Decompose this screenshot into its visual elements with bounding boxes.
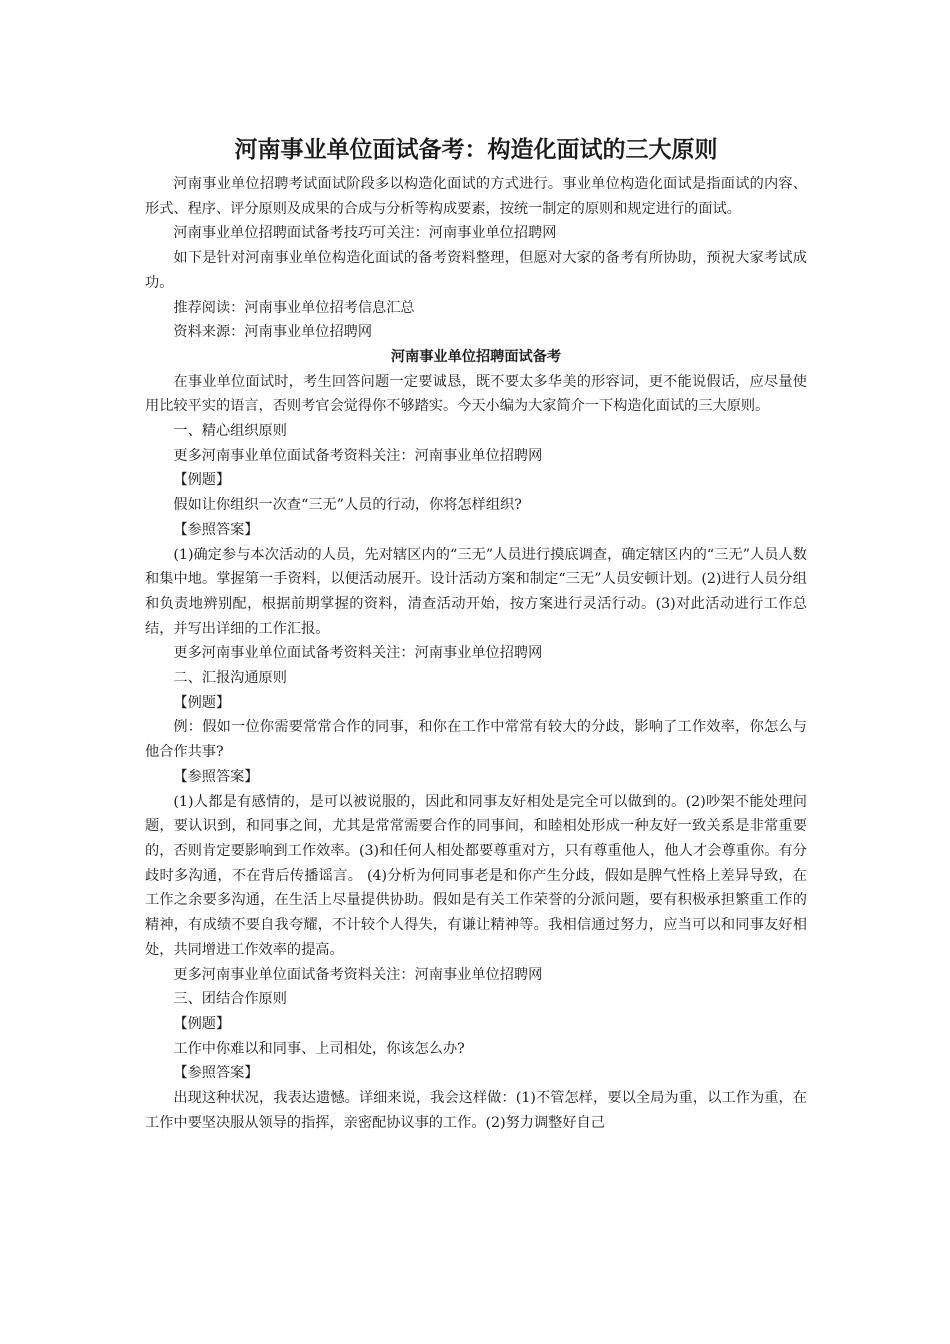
example-label: 【例题】: [173, 694, 231, 711]
answer-label: 【参照答案】: [173, 1065, 259, 1082]
document-title: 河南事业单位面试备考：构造化面试的三大原则: [234, 137, 718, 163]
paragraph: 更多河南事业单位面试备考资料关注：河南事业单位招聘网: [173, 966, 543, 983]
paragraph: 假如让你组织一次查“三无”人员的行动，你将怎样组织?: [173, 497, 522, 514]
section-heading: 三、团结合作原则: [173, 991, 287, 1008]
answer-label: 【参照答案】: [173, 521, 259, 538]
paragraph: (1)人都是有感情的，是可以被说服的，因此和同事友好相处是完全可以做到的。(2)吵架不能处理问题，要认识到，和同事之间，尤其是常常需要合作的同事间，和睦相处形成一种友好一致关系是非常重要的，否则肯定要影响到工作效率。(3)和任何人相处都要尊重对方，只有尊重他人，他人才会尊重你。有分歧时多沟通，不在背后传播谣言。 (4)分析为何同事老是和你产生分歧，假如是脾气性格上差异导致，在工作之余要多沟通，在生活上尽量提供协助。假如是有关工作荣誉的分派问题，要有积极承担繁重工作的精神，有成绩不要自我夸耀，不计较个人得失，有谦让精神等。我相信通过努力，应当可以和同事友好相处，共同增进工作效率的提高。: [145, 793, 807, 958]
paragraph: 更多河南事业单位面试备考资料关注：河南事业单位招聘网: [173, 645, 543, 662]
section-subtitle: 河南事业单位招聘面试备考: [390, 348, 562, 365]
section-heading: 二、汇报沟通原则: [173, 670, 287, 687]
document-body: [145, 172, 807, 1135]
intro-paragraph: 如下是针对河南事业单位构造化面试的备考资料整理，但愿对大家的备考有所协助，预祝大家考试成功。: [145, 250, 807, 291]
paragraph: 例：假如一位你需要常常合作的同事，和你在工作中常常有较大的分歧，影响了工作效率，你怎么与他合作共事?: [145, 719, 807, 761]
section-heading: 一、精心组织原则: [173, 423, 287, 440]
example-label: 【例题】: [173, 472, 231, 489]
paragraph: 更多河南事业单位面试备考资料关注：河南事业单位招聘网: [173, 447, 543, 464]
document-page: [145, 0, 807, 1135]
paragraph: 在事业单位面试时，考生回答问题一定要诚恳，既不要太多华美的形容词，更不能说假话，应尽量使用比较平实的语言，否则考官会觉得你不够踏实。今天小编为大家简介一下构造化面试的三大原则。: [145, 373, 807, 415]
paragraph: (1)确定参与本次活动的人员，先对辖区内的“三无”人员进行摸底调查，确定辖区内的“三无”人员人数和集中地。掌握第一手资料，以便活动展开。设计活动方案和制定“三无”人员安顿计划。(2)进行人员分组和负责地辨别配，根据前期掌握的资料，清查活动开始，按方案进行灵活行动。(3)对此活动进行工作总结，并写出详细的工作汇报。: [145, 546, 807, 637]
example-label: 【例题】: [173, 1015, 231, 1032]
recommended-reading: 推荐阅读：河南事业单位招考信息汇总: [173, 299, 415, 316]
intro-paragraph: 河南事业单位招聘面试备考技巧可关注：河南事业单位招聘网: [173, 225, 557, 242]
paragraph: 工作中你难以和同事、上司相处，你该怎么办?: [173, 1040, 465, 1057]
intro-paragraph: 河南事业单位招聘考试面试阶段多以构造化面试的方式进行。事业单位构造化面试是指面试的内容、形式、程序、评分原则及成果的合成与分析等构成要素，按统一制定的原则和规定进行的面试。: [145, 176, 807, 217]
paragraph: 出现这种状况，我表达遗憾。详细来说，我会这样做：(1)不管怎样，要以全局为重，以工作为重，在工作中要坚决服从领导的指挥，亲密配协议事的工作。(2)努力调整好自己: [145, 1090, 807, 1131]
source-line: 资料来源：河南事业单位招聘网: [173, 324, 373, 341]
answer-label: 【参照答案】: [173, 768, 259, 785]
